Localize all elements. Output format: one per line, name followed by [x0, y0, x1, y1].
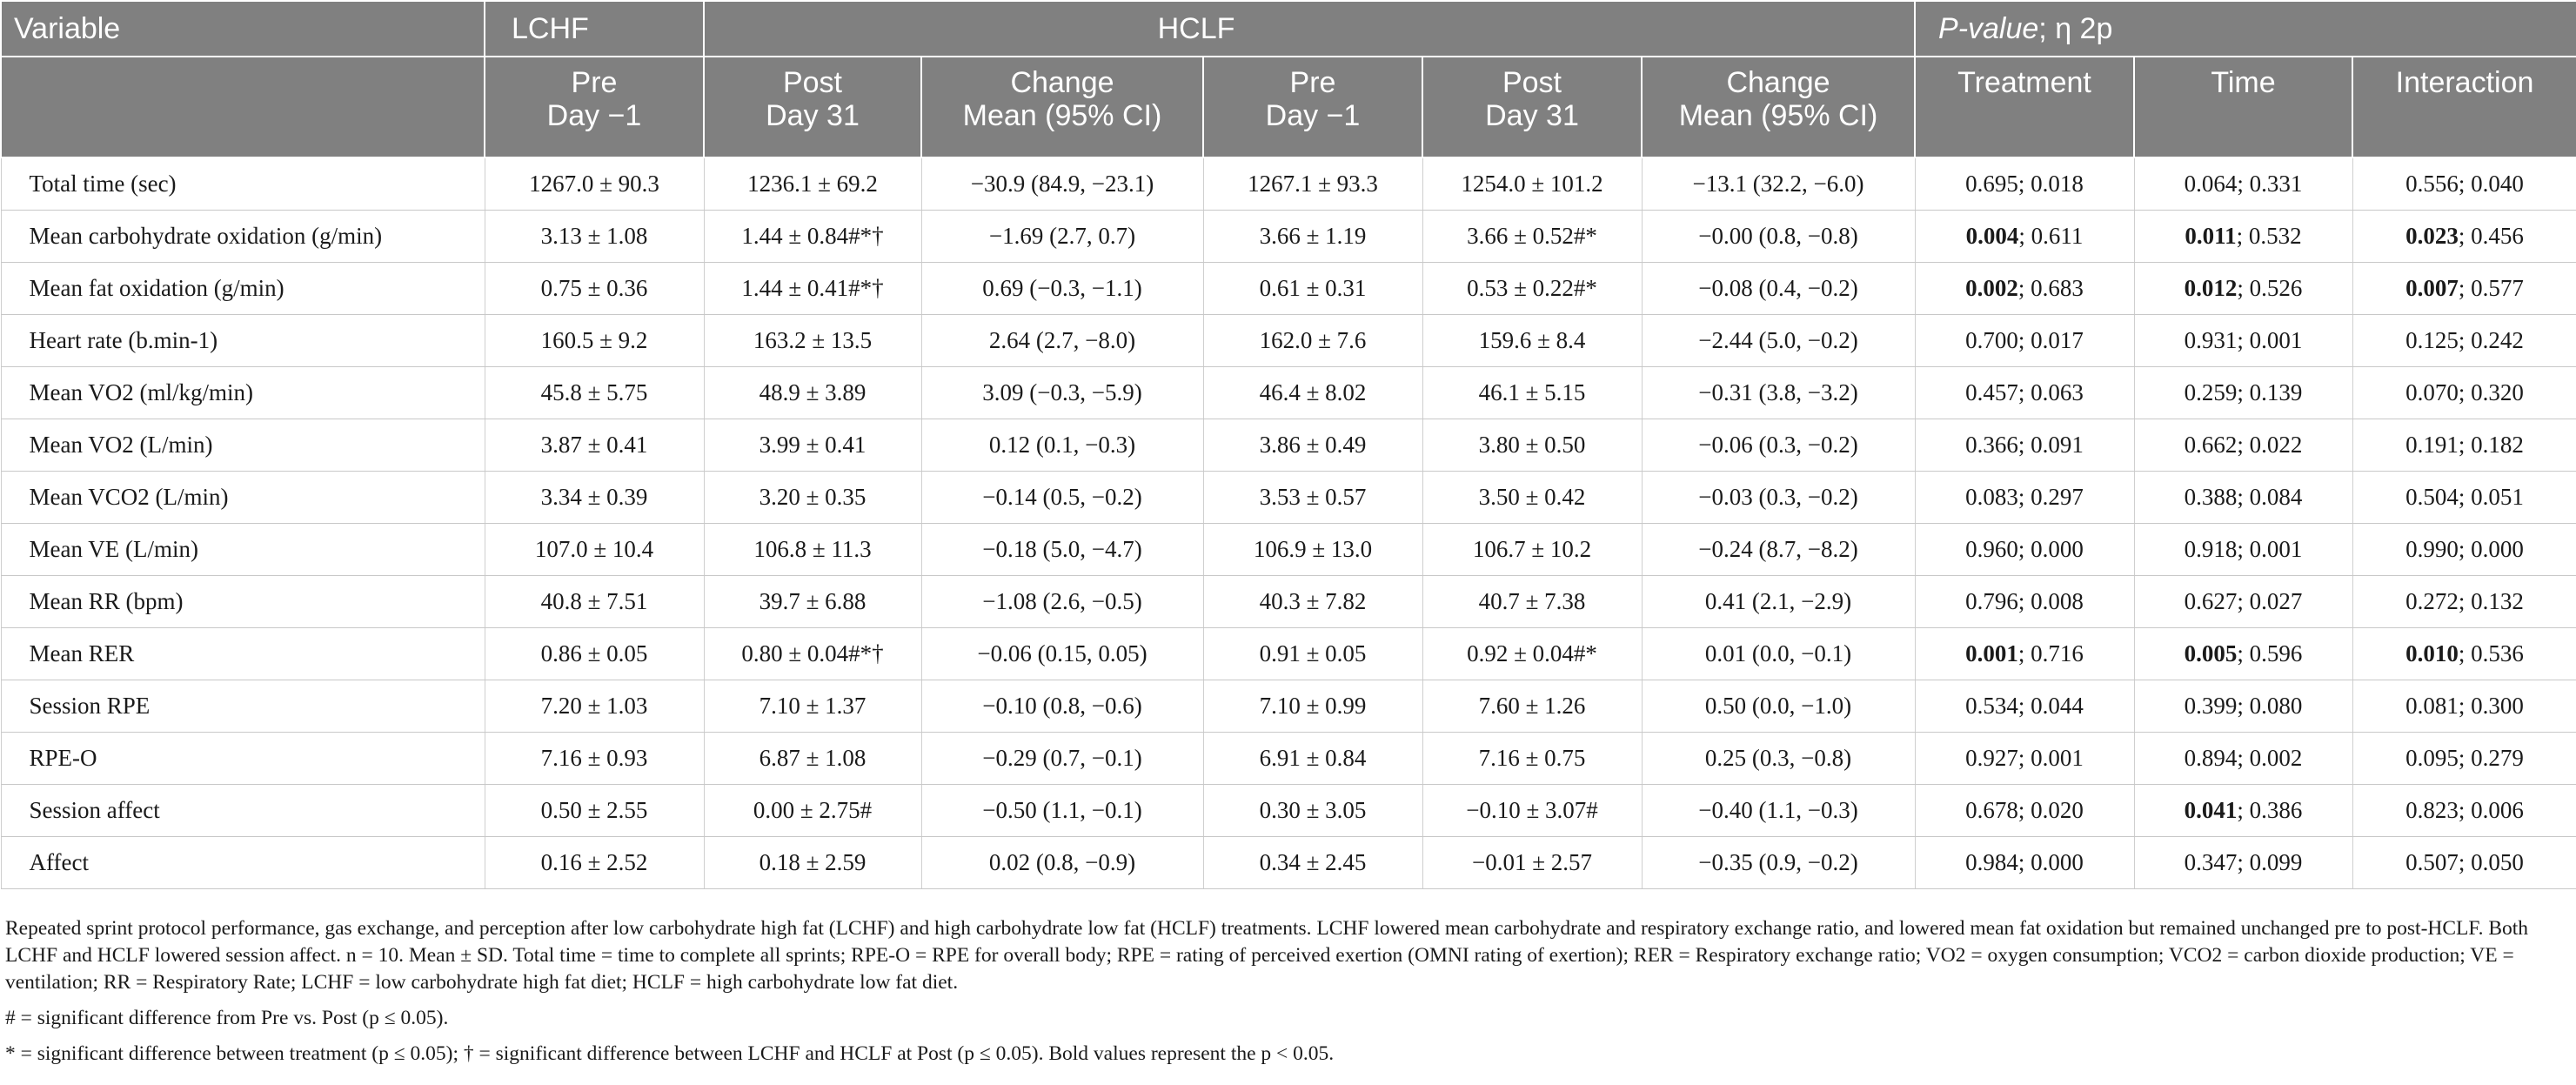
cell-lchf-pre: 3.34 ± 0.39 — [485, 472, 704, 524]
header-row-sub — [1, 57, 2576, 157]
cell-hclf-pre: 162.0 ± 7.6 — [1203, 315, 1422, 367]
eta-value: ; 0.139 — [2237, 379, 2303, 405]
p-value: 0.012 — [2184, 275, 2238, 301]
table-row — [1, 785, 2576, 837]
cell-treatment — [1915, 524, 2134, 576]
table-row — [1, 576, 2576, 628]
row-variable: Mean VO2 (ml/kg/min) — [1, 367, 485, 419]
table-row — [1, 263, 2576, 315]
cell-treatment — [1915, 263, 2134, 315]
cell-lchf-post: 7.10 ± 1.37 — [704, 680, 921, 733]
cell-hclf-pre: 3.66 ± 1.19 — [1203, 211, 1422, 263]
cell-hclf-post: −0.01 ± 2.57 — [1422, 837, 1642, 889]
p-value: 0.041 — [2184, 797, 2238, 823]
cell-lchf-change: 0.12 (0.1, −0.3) — [921, 419, 1203, 472]
cell-lchf-pre: 3.13 ± 1.08 — [485, 211, 704, 263]
cell-interaction — [2352, 157, 2576, 211]
cell-time — [2134, 524, 2352, 576]
footnote-star: * = significant difference between treatment (p ≤ 0.05); † = significant difference between LCHF and HCLF at Post (p ≤ 0.05). Bold values represent the p < 0.05. — [5, 1042, 1335, 1065]
row-variable: Mean carbohydrate oxidation (g/min) — [1, 211, 485, 263]
table-footnotes — [5, 915, 2563, 1068]
header-variable: Variable — [1, 1, 485, 57]
cell-hclf-change: −0.06 (0.3, −0.2) — [1642, 419, 1915, 472]
table-row — [1, 472, 2576, 524]
cell-hclf-post: 159.6 ± 8.4 — [1422, 315, 1642, 367]
p-value: 0.083 — [1965, 484, 2018, 510]
cell-lchf-pre: 0.75 ± 0.36 — [485, 263, 704, 315]
eta-value: ; 0.001 — [2237, 327, 2303, 353]
cell-treatment — [1915, 837, 2134, 889]
cell-hclf-change: 0.41 (2.1, −2.9) — [1642, 576, 1915, 628]
cell-hclf-post: 1254.0 ± 101.2 — [1422, 157, 1642, 211]
cell-lchf-pre: 107.0 ± 10.4 — [485, 524, 704, 576]
cell-hclf-post: 0.92 ± 0.04#* — [1422, 628, 1642, 680]
cell-lchf-post: 48.9 ± 3.89 — [704, 367, 921, 419]
cell-lchf-post: 1236.1 ± 69.2 — [704, 157, 921, 211]
p-value: 0.960 — [1965, 536, 2018, 562]
cell-lchf-pre: 0.16 ± 2.52 — [485, 837, 704, 889]
cell-lchf-change: −0.50 (1.1, −0.1) — [921, 785, 1203, 837]
p-value: 0.366 — [1965, 432, 2018, 458]
cell-hclf-change: −0.40 (1.1, −0.3) — [1642, 785, 1915, 837]
header-lchf-pre: Pre Day −1 — [485, 57, 704, 157]
eta-value: ; 0.084 — [2237, 484, 2303, 510]
cell-hclf-pre: 6.91 ± 0.84 — [1203, 733, 1422, 785]
header-blank — [1, 57, 485, 157]
row-variable: RPE-O — [1, 733, 485, 785]
cell-lchf-pre: 40.8 ± 7.51 — [485, 576, 704, 628]
cell-lchf-change: −0.29 (0.7, −0.1) — [921, 733, 1203, 785]
table-row — [1, 837, 2576, 889]
cell-lchf-post: 3.20 ± 0.35 — [704, 472, 921, 524]
cell-lchf-pre: 7.20 ± 1.03 — [485, 680, 704, 733]
p-value: 0.259 — [2184, 379, 2238, 405]
p-value: 0.662 — [2184, 432, 2238, 458]
row-variable: Mean RR (bpm) — [1, 576, 485, 628]
eta-value: ; 0.242 — [2458, 327, 2524, 353]
cell-treatment — [1915, 472, 2134, 524]
cell-hclf-post: 3.66 ± 0.52#* — [1422, 211, 1642, 263]
eta-value: ; 0.008 — [2017, 588, 2084, 614]
p-value: 0.004 — [1965, 223, 2019, 249]
cell-treatment — [1915, 211, 2134, 263]
eta-value: ; 0.386 — [2237, 797, 2303, 823]
cell-lchf-post: 0.18 ± 2.59 — [704, 837, 921, 889]
cell-hclf-post: 3.50 ± 0.42 — [1422, 472, 1642, 524]
p-value: 0.990 — [2405, 536, 2459, 562]
p-value: 0.927 — [1965, 745, 2018, 771]
eta-value: ; 0.536 — [2458, 640, 2524, 666]
cell-lchf-post: 106.8 ± 11.3 — [704, 524, 921, 576]
cell-hclf-pre: 7.10 ± 0.99 — [1203, 680, 1422, 733]
eta-value: ; 0.063 — [2017, 379, 2084, 405]
cell-hclf-change: −0.00 (0.8, −0.8) — [1642, 211, 1915, 263]
p-value: 0.918 — [2184, 536, 2238, 562]
row-variable: Heart rate (b.min-1) — [1, 315, 485, 367]
p-value: 0.064 — [2184, 171, 2238, 197]
header-pvalue-rest: ; η 2p — [2038, 12, 2113, 45]
cell-hclf-pre: 3.86 ± 0.49 — [1203, 419, 1422, 472]
eta-value: ; 0.051 — [2458, 484, 2524, 510]
p-value: 0.002 — [1965, 275, 2018, 301]
cell-hclf-change: −0.31 (3.8, −3.2) — [1642, 367, 1915, 419]
cell-lchf-change: 3.09 (−0.3, −5.9) — [921, 367, 1203, 419]
p-value: 0.894 — [2184, 745, 2238, 771]
row-variable: Session affect — [1, 785, 485, 837]
cell-lchf-pre: 0.86 ± 0.05 — [485, 628, 704, 680]
footnote-caption: Repeated sprint protocol performance, gas exchange, and perception after low carbohydrate high fat (LCHF) and high carbohydrate low fat (HCLF) treatments. LCHF lowered mean carbohydrate and respiratory exchange ratio, and lowered mean fat oxidation but remained unchanged pre to post-HCLF. Both LCHF and HCLF lowered session affect. n = 10. Mean ± SD. Total time = time to complete all sprints; RPE-O = RPE for overall body; RPE = rating of perceived exertion (OMNI rating of exertion); RER = Respiratory exchange ratio; VO2 = oxygen consumption; VCO2 = carbon dioxide production; VE = ventilation; RR = Respiratory Rate; LCHF = low carbohydrate high fat diet; HCLF = high carbohydrate low fat diet. — [5, 917, 2529, 994]
p-value: 0.272 — [2405, 588, 2459, 614]
eta-value: ; 0.297 — [2017, 484, 2084, 510]
cell-time — [2134, 419, 2352, 472]
cell-hclf-pre: 1267.1 ± 93.3 — [1203, 157, 1422, 211]
cell-interaction — [2352, 837, 2576, 889]
p-value: 0.388 — [2184, 484, 2238, 510]
eta-value: ; 0.611 — [2018, 223, 2084, 249]
eta-value: ; 0.001 — [2017, 745, 2084, 771]
eta-value: ; 0.006 — [2458, 797, 2524, 823]
cell-treatment — [1915, 315, 2134, 367]
eta-value: ; 0.456 — [2458, 223, 2524, 249]
cell-hclf-change: −0.03 (0.3, −0.2) — [1642, 472, 1915, 524]
cell-hclf-post: 0.53 ± 0.22#* — [1422, 263, 1642, 315]
cell-treatment — [1915, 367, 2134, 419]
header-hclf-post: Post Day 31 — [1422, 57, 1642, 157]
cell-treatment — [1915, 157, 2134, 211]
table-row — [1, 680, 2576, 733]
cell-time — [2134, 211, 2352, 263]
eta-value: ; 0.182 — [2458, 432, 2524, 458]
p-value: 0.700 — [1965, 327, 2018, 353]
cell-treatment — [1915, 419, 2134, 472]
header-pvalue-italic: P-value — [1938, 12, 2039, 45]
row-variable: Affect — [1, 837, 485, 889]
table-row — [1, 733, 2576, 785]
row-variable: Mean VE (L/min) — [1, 524, 485, 576]
header-hclf-change: Change Mean (95% CI) — [1642, 57, 1915, 157]
row-variable: Mean VO2 (L/min) — [1, 419, 485, 472]
cell-lchf-pre: 1267.0 ± 90.3 — [485, 157, 704, 211]
cell-lchf-post: 1.44 ± 0.41#*† — [704, 263, 921, 315]
cell-time — [2134, 733, 2352, 785]
cell-hclf-post: 106.7 ± 10.2 — [1422, 524, 1642, 576]
table-row — [1, 211, 2576, 263]
cell-lchf-pre: 0.50 ± 2.55 — [485, 785, 704, 837]
eta-value: ; 0.331 — [2237, 171, 2303, 197]
eta-value: ; 0.577 — [2458, 275, 2524, 301]
p-value: 0.347 — [2184, 849, 2238, 875]
p-value: 0.095 — [2405, 745, 2459, 771]
eta-value: ; 0.683 — [2017, 275, 2084, 301]
cell-lchf-change: −0.14 (0.5, −0.2) — [921, 472, 1203, 524]
p-value: 0.191 — [2405, 432, 2459, 458]
cell-treatment — [1915, 576, 2134, 628]
p-value: 0.001 — [1965, 640, 2018, 666]
p-value: 0.504 — [2405, 484, 2459, 510]
cell-time — [2134, 472, 2352, 524]
eta-value: ; 0.099 — [2237, 849, 2303, 875]
cell-hclf-pre: 0.61 ± 0.31 — [1203, 263, 1422, 315]
eta-value: ; 0.000 — [2017, 849, 2084, 875]
cell-lchf-post: 1.44 ± 0.84#*† — [704, 211, 921, 263]
cell-lchf-pre: 3.87 ± 0.41 — [485, 419, 704, 472]
cell-hclf-post: 7.60 ± 1.26 — [1422, 680, 1642, 733]
table-row — [1, 524, 2576, 576]
eta-value: ; 0.132 — [2458, 588, 2524, 614]
p-value: 0.011 — [2185, 223, 2237, 249]
cell-time — [2134, 263, 2352, 315]
cell-interaction — [2352, 211, 2576, 263]
p-value: 0.695 — [1965, 171, 2018, 197]
header-pvalue — [1915, 1, 2576, 57]
cell-interaction — [2352, 367, 2576, 419]
cell-interaction — [2352, 472, 2576, 524]
cell-hclf-post: 7.16 ± 0.75 — [1422, 733, 1642, 785]
cell-hclf-pre: 0.91 ± 0.05 — [1203, 628, 1422, 680]
cell-interaction — [2352, 524, 2576, 576]
table-body — [1, 157, 2576, 889]
p-value: 0.627 — [2184, 588, 2238, 614]
cell-lchf-post: 39.7 ± 6.88 — [704, 576, 921, 628]
eta-value: ; 0.017 — [2017, 327, 2084, 353]
eta-value: ; 0.716 — [2017, 640, 2084, 666]
cell-time — [2134, 315, 2352, 367]
cell-lchf-pre: 7.16 ± 0.93 — [485, 733, 704, 785]
eta-value: ; 0.279 — [2458, 745, 2524, 771]
cell-hclf-pre: 0.30 ± 3.05 — [1203, 785, 1422, 837]
cell-treatment — [1915, 628, 2134, 680]
row-variable: Mean VCO2 (L/min) — [1, 472, 485, 524]
cell-interaction — [2352, 576, 2576, 628]
eta-value: ; 0.020 — [2017, 797, 2084, 823]
cell-interaction — [2352, 628, 2576, 680]
header-treatment: Treatment — [1915, 57, 2134, 157]
header-time: Time — [2134, 57, 2352, 157]
cell-lchf-change: −0.06 (0.15, 0.05) — [921, 628, 1203, 680]
p-value: 0.081 — [2405, 693, 2459, 719]
table-row — [1, 367, 2576, 419]
header-interaction: Interaction — [2352, 57, 2576, 157]
cell-lchf-change: −1.08 (2.6, −0.5) — [921, 576, 1203, 628]
p-value: 0.984 — [1965, 849, 2018, 875]
eta-value: ; 0.050 — [2458, 849, 2524, 875]
header-row-top — [1, 1, 2576, 57]
header-lchf-post: Post Day 31 — [704, 57, 921, 157]
cell-lchf-post: 0.00 ± 2.75# — [704, 785, 921, 837]
eta-value: ; 0.001 — [2237, 536, 2303, 562]
footnote-hash: # = significant difference from Pre vs. Post (p ≤ 0.05). — [5, 1007, 449, 1029]
cell-time — [2134, 785, 2352, 837]
cell-time — [2134, 680, 2352, 733]
eta-value: ; 0.526 — [2237, 275, 2303, 301]
cell-time — [2134, 367, 2352, 419]
eta-value: ; 0.018 — [2017, 171, 2084, 197]
table-row — [1, 315, 2576, 367]
row-variable: Mean RER — [1, 628, 485, 680]
header-lchf: LCHF — [485, 1, 704, 57]
cell-time — [2134, 576, 2352, 628]
cell-interaction — [2352, 263, 2576, 315]
cell-interaction — [2352, 680, 2576, 733]
cell-lchf-post: 3.99 ± 0.41 — [704, 419, 921, 472]
header-hclf: HCLF — [704, 1, 1915, 57]
cell-interaction — [2352, 419, 2576, 472]
cell-treatment — [1915, 680, 2134, 733]
cell-hclf-change: 0.50 (0.0, −1.0) — [1642, 680, 1915, 733]
cell-hclf-change: −2.44 (5.0, −0.2) — [1642, 315, 1915, 367]
eta-value: ; 0.044 — [2017, 693, 2084, 719]
p-value: 0.931 — [2184, 327, 2238, 353]
cell-hclf-change: 0.01 (0.0, −0.1) — [1642, 628, 1915, 680]
eta-value: ; 0.040 — [2458, 171, 2524, 197]
p-value: 0.125 — [2405, 327, 2459, 353]
table-row — [1, 419, 2576, 472]
p-value: 0.507 — [2405, 849, 2459, 875]
cell-lchf-change: 2.64 (2.7, −8.0) — [921, 315, 1203, 367]
eta-value: ; 0.022 — [2237, 432, 2303, 458]
header-lchf-change: Change Mean (95% CI) — [921, 57, 1203, 157]
cell-hclf-post: 46.1 ± 5.15 — [1422, 367, 1642, 419]
header-hclf-pre: Pre Day −1 — [1203, 57, 1422, 157]
p-value: 0.457 — [1965, 379, 2018, 405]
cell-time — [2134, 628, 2352, 680]
cell-lchf-change: 0.02 (0.8, −0.9) — [921, 837, 1203, 889]
table-row — [1, 628, 2576, 680]
p-value: 0.023 — [2405, 223, 2459, 249]
cell-time — [2134, 837, 2352, 889]
eta-value: ; 0.027 — [2237, 588, 2303, 614]
cell-lchf-change: −1.69 (2.7, 0.7) — [921, 211, 1203, 263]
cell-interaction — [2352, 733, 2576, 785]
cell-lchf-post: 0.80 ± 0.04#*† — [704, 628, 921, 680]
p-value: 0.534 — [1965, 693, 2018, 719]
cell-lchf-post: 6.87 ± 1.08 — [704, 733, 921, 785]
p-value: 0.399 — [2184, 693, 2238, 719]
table-row — [1, 157, 2576, 211]
cell-hclf-change: −13.1 (32.2, −6.0) — [1642, 157, 1915, 211]
cell-lchf-change: −0.10 (0.8, −0.6) — [921, 680, 1203, 733]
cell-hclf-change: 0.25 (0.3, −0.8) — [1642, 733, 1915, 785]
cell-hclf-post: 3.80 ± 0.50 — [1422, 419, 1642, 472]
cell-time — [2134, 157, 2352, 211]
cell-lchf-pre: 45.8 ± 5.75 — [485, 367, 704, 419]
p-value: 0.007 — [2405, 275, 2459, 301]
eta-value: ; 0.596 — [2237, 640, 2303, 666]
cell-lchf-pre: 160.5 ± 9.2 — [485, 315, 704, 367]
cell-hclf-pre: 46.4 ± 8.02 — [1203, 367, 1422, 419]
cell-lchf-change: 0.69 (−0.3, −1.1) — [921, 263, 1203, 315]
cell-hclf-pre: 40.3 ± 7.82 — [1203, 576, 1422, 628]
p-value: 0.070 — [2405, 379, 2459, 405]
eta-value: ; 0.000 — [2017, 536, 2084, 562]
cell-hclf-pre: 106.9 ± 13.0 — [1203, 524, 1422, 576]
cell-hclf-pre: 3.53 ± 0.57 — [1203, 472, 1422, 524]
cell-hclf-change: −0.24 (8.7, −8.2) — [1642, 524, 1915, 576]
eta-value: ; 0.002 — [2237, 745, 2303, 771]
eta-value: ; 0.532 — [2236, 223, 2302, 249]
eta-value: ; 0.080 — [2237, 693, 2303, 719]
cell-lchf-post: 163.2 ± 13.5 — [704, 315, 921, 367]
cell-treatment — [1915, 785, 2134, 837]
cell-hclf-change: −0.08 (0.4, −0.2) — [1642, 263, 1915, 315]
eta-value: ; 0.091 — [2017, 432, 2084, 458]
cell-hclf-change: −0.35 (0.9, −0.2) — [1642, 837, 1915, 889]
cell-hclf-post: −0.10 ± 3.07# — [1422, 785, 1642, 837]
p-value: 0.556 — [2405, 171, 2459, 197]
cell-hclf-post: 40.7 ± 7.38 — [1422, 576, 1642, 628]
cell-lchf-change: −30.9 (84.9, −23.1) — [921, 157, 1203, 211]
eta-value: ; 0.000 — [2458, 536, 2524, 562]
p-value: 0.823 — [2405, 797, 2459, 823]
cell-treatment — [1915, 733, 2134, 785]
row-variable: Session RPE — [1, 680, 485, 733]
p-value: 0.005 — [2184, 640, 2238, 666]
cell-hclf-pre: 0.34 ± 2.45 — [1203, 837, 1422, 889]
eta-value: ; 0.320 — [2458, 379, 2524, 405]
row-variable: Total time (sec) — [1, 157, 485, 211]
cell-interaction — [2352, 315, 2576, 367]
eta-value: ; 0.300 — [2458, 693, 2524, 719]
row-variable: Mean fat oxidation (g/min) — [1, 263, 485, 315]
cell-interaction — [2352, 785, 2576, 837]
p-value: 0.796 — [1965, 588, 2018, 614]
cell-lchf-change: −0.18 (5.0, −4.7) — [921, 524, 1203, 576]
p-value: 0.010 — [2405, 640, 2459, 666]
p-value: 0.678 — [1965, 797, 2018, 823]
